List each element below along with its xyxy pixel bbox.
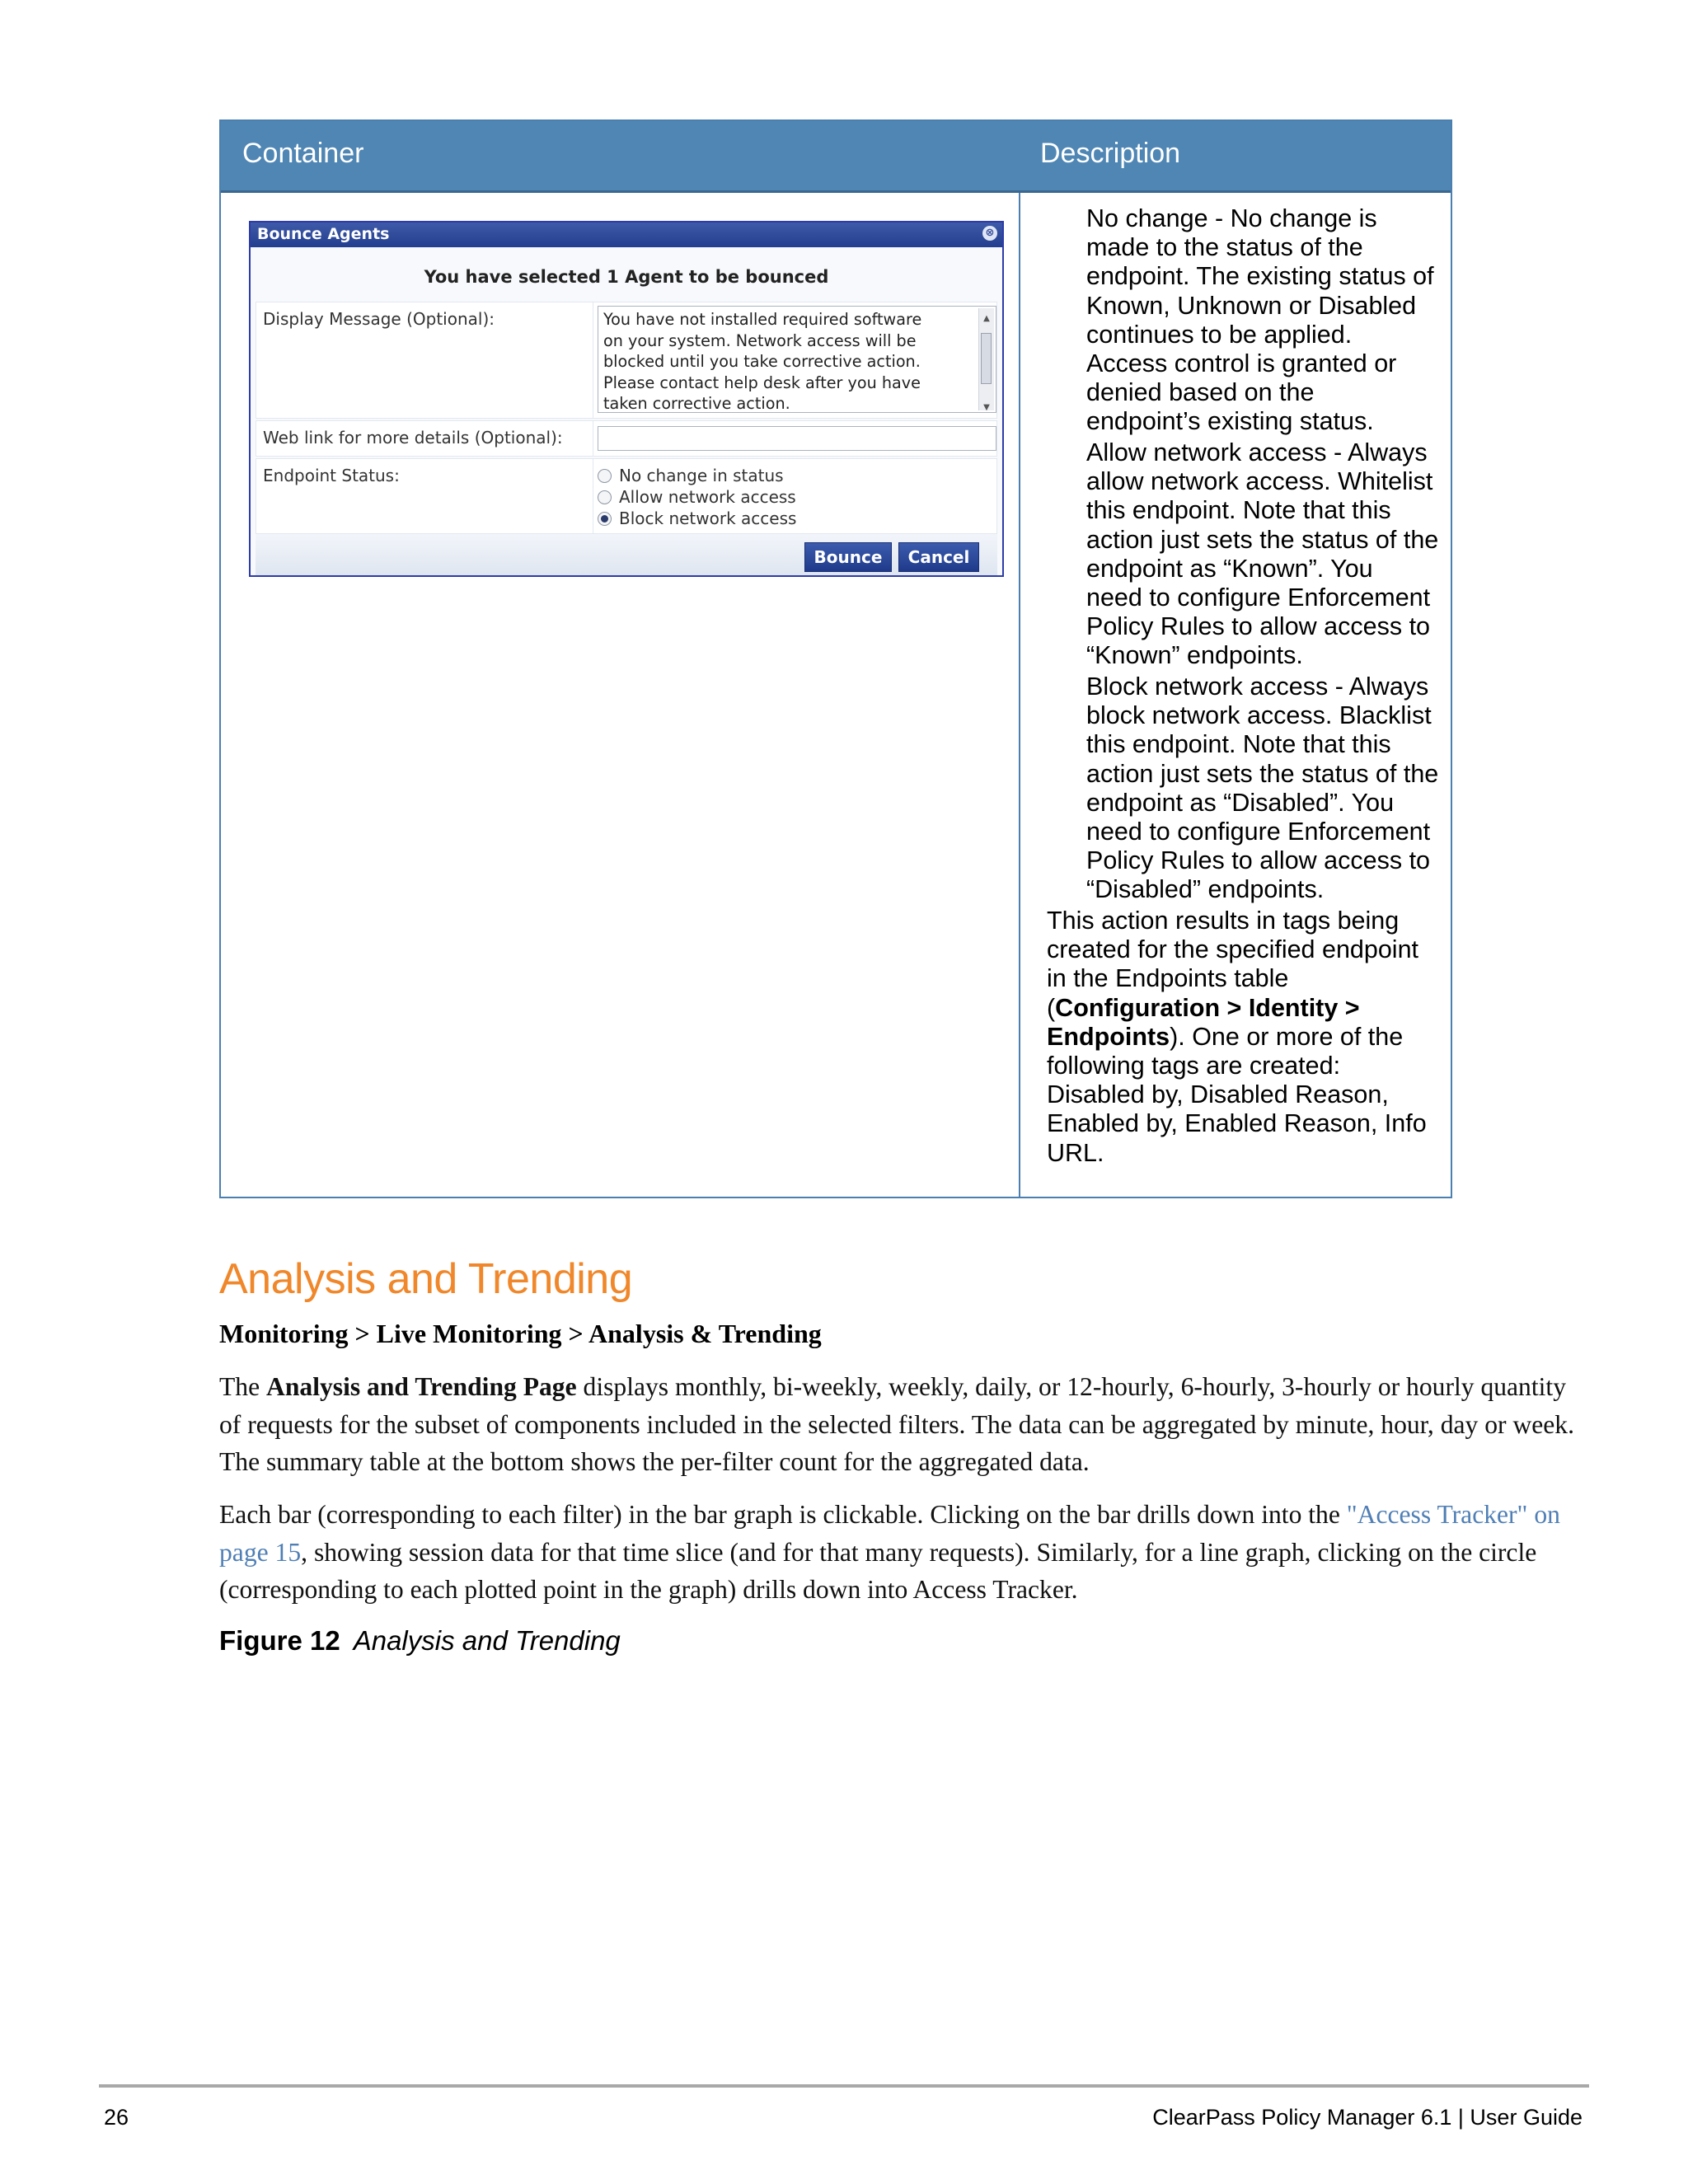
- text-fragment: displays monthly, bi-weekly, weekly, daily, or 12-hourly, 6-hourly, 3-hourly or hourly quantity of requests for the subset of components included in the selected filters. The data can be aggregated by minute, hour, day or week. The summary table at the bottom shows the per-filter count for the aggregated data.: [219, 1372, 1575, 1476]
- radio-icon[interactable]: [598, 469, 612, 483]
- radio-label: No change in status: [619, 466, 784, 485]
- text-line: endpoint as “Disabled”. You: [1086, 788, 1395, 817]
- text-line: This action results in tags being: [1047, 907, 1400, 935]
- menu-path: Configuration > Identity >: [1055, 993, 1360, 1022]
- radio-allow-network-access[interactable]: [598, 487, 796, 507]
- text-line: [1047, 994, 1442, 1023]
- column-header-description: Description: [1040, 138, 1181, 169]
- text-line: Block network access - Always: [1086, 673, 1429, 701]
- text-line: action just sets the status of the: [1086, 759, 1439, 788]
- text-line: Policy Rules to allow access to: [1086, 612, 1431, 641]
- web-link-input[interactable]: [598, 426, 996, 451]
- description-no-change: [1086, 204, 1441, 437]
- description-allow-network-access: [1086, 438, 1441, 671]
- breadcrumb: Monitoring > Live Monitoring > Analysis & Trending: [219, 1319, 822, 1348]
- text-line: “Known” endpoints.: [1086, 641, 1303, 670]
- text-line: made to the status of the: [1086, 233, 1363, 262]
- radio-block-network-access[interactable]: [598, 509, 796, 528]
- text-line: Enabled by, Enabled Reason, Info: [1047, 1109, 1427, 1138]
- text-line: allow network access. Whitelist: [1086, 467, 1433, 496]
- message-line: You have not installed required software: [603, 310, 922, 329]
- text-fragment: , showing session data for that time slice (and for that many requests). Similarly, for a line graph, clicking on the circle (corresponding to each plotted point in the graph) drills down into Access Tracker.: [219, 1537, 1537, 1604]
- display-message-textarea[interactable]: [598, 306, 996, 413]
- dialog-footer: [256, 534, 997, 575]
- footer-divider: [99, 2084, 1589, 2088]
- bold-term: Analysis and Trending Page: [266, 1372, 577, 1401]
- text-line: Known, Unknown or Disabled: [1086, 291, 1417, 320]
- description-cell: [1020, 193, 1451, 1197]
- text-line: action just sets the status of the: [1086, 525, 1439, 554]
- scroll-thumb[interactable]: [981, 333, 992, 384]
- access-tracker-link[interactable]: "Access Tracker" on page 15: [219, 1500, 1560, 1567]
- dialog-title: Bounce Agents: [257, 225, 390, 243]
- text-line: created for the specified endpoint: [1047, 935, 1419, 964]
- description-note: [1047, 907, 1442, 1168]
- text-line: [1047, 1023, 1442, 1052]
- close-icon[interactable]: ⊗: [982, 226, 997, 241]
- web-link-label: Web link for more details (Optional):: [263, 428, 563, 448]
- message-scrollbar[interactable]: [978, 308, 994, 410]
- message-line: on your system. Network access will be: [603, 330, 917, 350]
- cancel-button[interactable]: Cancel: [898, 542, 979, 572]
- message-line: blocked until you take corrective action.: [603, 352, 921, 371]
- text-fragment: Each bar (corresponding to each filter) in the bar graph is clickable. Clicking on the bar drills down into the: [219, 1500, 1347, 1529]
- bounce-agents-dialog: [249, 221, 1004, 577]
- column-header-container: Container: [242, 138, 364, 169]
- text-line: endpoint as “Known”. You: [1086, 554, 1373, 583]
- text-line: need to configure Enforcement: [1086, 818, 1431, 846]
- display-message-label: Display Message (Optional):: [263, 309, 495, 329]
- figure-number: Figure 12: [219, 1625, 340, 1656]
- text-line: in the Endpoints table: [1047, 964, 1289, 993]
- scroll-down-icon[interactable]: ▼: [983, 403, 990, 412]
- paren: (: [1047, 993, 1056, 1022]
- text-line: endpoint’s existing status.: [1086, 407, 1374, 436]
- menu-path: Endpoints: [1047, 1022, 1170, 1051]
- text-line: No change - No change is: [1086, 204, 1377, 232]
- dialog-heading: You have selected 1 Agent to be bounced: [424, 267, 829, 287]
- bounce-button[interactable]: Bounce: [804, 542, 892, 572]
- endpoint-status-row: [256, 458, 997, 534]
- radio-label: Allow network access: [619, 487, 796, 507]
- radio-label: Block network access: [619, 509, 797, 528]
- message-line: taken corrective action.: [603, 394, 790, 413]
- table-row: [221, 193, 1451, 1197]
- container-description-table: [219, 120, 1452, 1198]
- text-line: this endpoint. Note that this: [1086, 496, 1391, 525]
- text-line: continues to be applied.: [1086, 320, 1353, 349]
- text-line: following tags are created:: [1047, 1052, 1341, 1080]
- dialog-title-bar: [251, 223, 1002, 247]
- footer-title: ClearPass Policy Manager 6.1 | User Guide: [1152, 2105, 1582, 2130]
- text-fragment: ). One or more of the: [1170, 1022, 1404, 1051]
- section-title: Analysis and Trending: [219, 1255, 633, 1303]
- text-line: Policy Rules to allow access to: [1086, 846, 1431, 875]
- paragraph-1: [219, 1368, 1587, 1481]
- radio-selected-icon[interactable]: [598, 512, 612, 526]
- display-message-row: [256, 302, 997, 419]
- text-fragment: The: [219, 1372, 267, 1401]
- web-link-row: [256, 420, 997, 457]
- figure-title: Analysis and Trending: [353, 1625, 621, 1656]
- paragraph-2: [219, 1496, 1587, 1609]
- radio-icon[interactable]: [598, 490, 612, 504]
- scroll-up-icon[interactable]: ▲: [983, 314, 990, 323]
- table-header: [221, 121, 1451, 193]
- text-line: this endpoint. Note that this: [1086, 730, 1391, 759]
- radio-no-change[interactable]: [598, 466, 784, 485]
- page-number: 26: [104, 2105, 129, 2130]
- text-line: Allow network access - Always: [1086, 438, 1428, 466]
- text-line: block network access. Blacklist: [1086, 701, 1432, 730]
- container-cell: [221, 193, 1020, 1197]
- text-line: “Disabled” endpoints.: [1086, 875, 1325, 904]
- text-line: denied based on the: [1086, 378, 1315, 407]
- endpoint-status-label: Endpoint Status:: [263, 466, 400, 485]
- text-line: Access control is granted or: [1086, 349, 1397, 378]
- description-block-network-access: [1086, 673, 1441, 905]
- figure-caption: [219, 1625, 621, 1657]
- text-line: endpoint. The existing status of: [1086, 262, 1434, 291]
- text-line: URL.: [1047, 1138, 1104, 1167]
- text-line: need to configure Enforcement: [1086, 583, 1431, 612]
- text-line: Disabled by, Disabled Reason,: [1047, 1080, 1389, 1109]
- message-line: Please contact help desk after you have: [603, 373, 921, 392]
